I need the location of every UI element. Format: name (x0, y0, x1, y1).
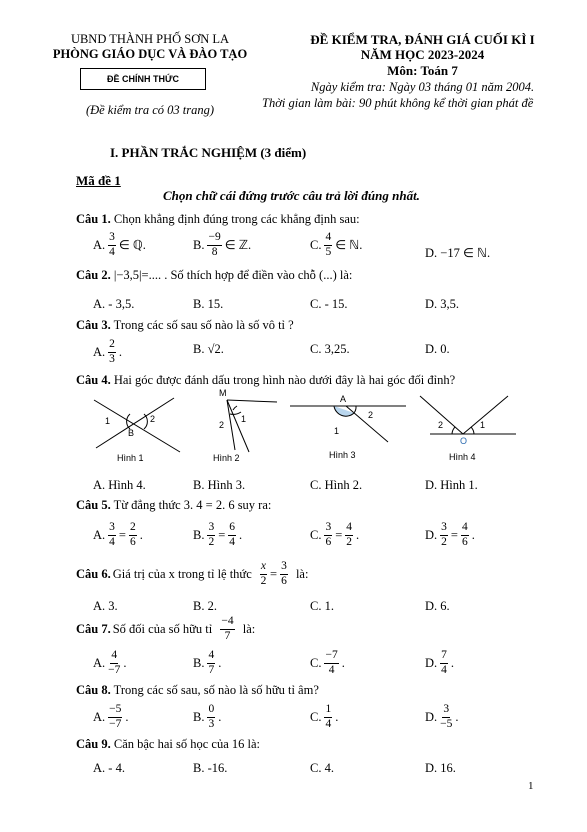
q3-label: Câu 3. (76, 318, 111, 332)
figure-4-caption: Hình 4 (449, 452, 476, 462)
q3-option-d: D. 0. (425, 342, 450, 356)
q5-c-num2: 4 (345, 522, 353, 536)
q2-option-d: D. 3,5. (425, 297, 460, 311)
exam-code: Mã đề 1 (76, 173, 121, 188)
q6-text: Giá trị của x trong tỉ lệ thức (112, 566, 252, 581)
q1-c-num: 4 (324, 232, 332, 246)
q9-text: Căn bậc hai số học của 16 là: (110, 737, 260, 751)
q7-d-den: 4 (441, 663, 447, 676)
question-8 (76, 683, 319, 698)
q5-a-letter: A. (93, 527, 106, 542)
q3-a-tail: . (118, 344, 123, 359)
q1-c-den: 5 (325, 245, 332, 258)
q1-b-den: 8 (211, 245, 218, 258)
q8-a-den: −7 (109, 717, 122, 730)
q7-d-num: 7 (440, 650, 448, 664)
figure-3 (288, 394, 408, 446)
q1-b-letter: B. (193, 237, 205, 252)
question-4 (76, 373, 455, 388)
q9-option-c: C. 4. (310, 761, 334, 775)
q9-option-d: D. 16. (425, 761, 456, 775)
figure-2-label-1: 1 (241, 414, 247, 424)
q4-text: Hai góc được đánh dấu trong hình nào dưới đây là hai góc đối đỉnh? (110, 373, 456, 387)
figure-1-label-1: 1 (105, 416, 111, 426)
q8-b-den: 3 (208, 717, 215, 730)
figure-2 (205, 388, 280, 454)
q3-a-den: 3 (109, 352, 115, 365)
official-badge: ĐỀ CHÍNH THỨC (80, 68, 206, 90)
q8-label: Câu 8. (76, 683, 111, 697)
figure-1-label-2: 2 (150, 414, 156, 424)
figure-2-label-m: M (219, 388, 227, 398)
q1-c-tail: ∈ ℕ. (335, 238, 363, 252)
q4-label: Câu 4. (76, 373, 111, 387)
figure-1-caption: Hình 1 (117, 453, 144, 463)
q7-tail: là: (242, 621, 256, 636)
question-3 (76, 318, 294, 333)
figure-3-label-2: 2 (368, 410, 374, 420)
pages-note: (Đề kiểm tra có 03 trang) (85, 103, 215, 117)
figure-4-label-2: 2 (438, 420, 444, 430)
section-title: I. PHẦN TRẮC NGHIỆM (3 điểm) (110, 145, 307, 160)
q5-c-den2: 2 (346, 535, 353, 548)
q6-label: Câu 6. (76, 566, 111, 581)
question-2 (76, 268, 352, 283)
q5-option-b: B. $\frac{3}{2}$ = $\frac{6}{4}$ . (193, 521, 243, 548)
q1-label: Câu 1. (76, 212, 111, 226)
figure-3-lines (288, 394, 408, 446)
figure-1-label-b: B (128, 428, 135, 438)
q8-a-letter: A. (93, 709, 106, 724)
q6-tail: là: (295, 566, 309, 581)
time-allowed: Thời gian làm bài: 90 phút không kể thời gian phát đề (262, 96, 534, 110)
q9-option-a: A. - 4. (93, 761, 125, 775)
q5-a-den1: 4 (109, 535, 115, 548)
q8-a-num: −5 (108, 704, 122, 718)
figure-1-lines (92, 396, 182, 456)
q1-c-letter: C. (310, 237, 322, 252)
q5-d-letter: D. (425, 527, 438, 542)
q7-a-letter: A. (93, 655, 106, 670)
figure-1 (92, 396, 182, 456)
q5-d-den1: 2 (441, 535, 447, 548)
figure-4 (418, 394, 518, 446)
q8-c-num: 1 (324, 704, 332, 718)
q7-d-letter: D. (425, 655, 438, 670)
q8-text: Trong các số sau, số nào là số hữu tỉ âm? (110, 683, 319, 697)
figure-3-caption: Hình 3 (329, 450, 356, 460)
q7-a-den: −7 (108, 663, 121, 676)
q8-option-c: C. $\frac{1}{4}$ . (310, 703, 339, 730)
question-9 (76, 737, 260, 752)
q7-label: Câu 7. (76, 621, 111, 636)
q7-frac-den: 7 (224, 629, 231, 642)
q5-a-num2: 2 (129, 522, 137, 536)
q7-c-letter: C. (310, 655, 322, 670)
q7-option-d: D. $\frac{7}{4}$ . (425, 649, 455, 676)
q1-b-num: −9 (207, 232, 221, 246)
header-left-line1: UBND THÀNH PHỐ SƠN LA (70, 32, 230, 46)
q1-b-tail: ∈ ℤ. (224, 238, 252, 252)
q6-option-b: B. 2. (193, 599, 217, 613)
q4-option-a: A. Hình 4. (93, 478, 146, 492)
q5-option-d: D. $\frac{3}{2}$ = $\frac{4}{6}$ . (425, 521, 475, 548)
figure-3-label-a: A (340, 394, 347, 404)
page-number: 1 (528, 780, 534, 792)
q7-option-a: A. $\frac{4}{-7}$ . (93, 649, 127, 676)
header-left-line2: PHÒNG GIÁO DỤC VÀ ĐÀO TẠO (52, 47, 248, 61)
header-right-line2: NĂM HỌC 2023-2024 (360, 47, 485, 62)
q5-b-num2: 6 (228, 522, 236, 536)
q5-c-den1: 6 (325, 535, 332, 548)
q3-option-a (93, 339, 122, 365)
q2-text: |−3,5|=.... . Số thích hợp để điền vào chỗ (...) là: (110, 268, 353, 282)
question-7 (76, 616, 255, 642)
q8-c-letter: C. (310, 709, 322, 724)
q7-text: Số đối của số hữu tỉ (112, 621, 213, 636)
figure-3-label-1: 1 (334, 426, 340, 436)
q7-a-num: 4 (110, 650, 118, 664)
q7-b-num: 4 (207, 650, 215, 664)
q8-d-num: 3 (442, 704, 450, 718)
q7-c-den: 4 (328, 663, 335, 676)
figure-2-caption: Hình 2 (213, 453, 240, 463)
q5-a-den2: 6 (129, 535, 136, 548)
q5-option-c: C. $\frac{3}{6}$ = $\frac{4}{2}$ . (310, 521, 360, 548)
q2-label: Câu 2. (76, 268, 111, 282)
q1-option-d: D. −17 ∈ ℕ. (425, 246, 491, 260)
q9-option-b: B. -16. (193, 761, 228, 775)
q4-option-d: D. Hình 1. (425, 478, 478, 492)
q6-frac2-den: 6 (281, 574, 287, 587)
q5-c-num1: 3 (324, 522, 332, 536)
question-6: Câu 6. Giá trị của x trong tỉ lệ thức $\frac{x}{2}$ = $\frac{3}{6}$ là: (76, 560, 309, 587)
q5-option-a: A. $\frac{3}{4}$ = $\frac{2}{6}$ . (93, 521, 143, 548)
q1-text: Chọn khẳng định đúng trong các khẳng định sau: (110, 212, 360, 226)
subject: Môn: Toán 7 (387, 63, 458, 78)
q3-text: Trong các số sau số nào là số vô tỉ ? (110, 318, 294, 332)
question-1 (76, 212, 360, 227)
q3-a-num: 2 (108, 339, 116, 353)
q3-a-letter: A. (93, 344, 106, 359)
q8-option-a: A. $\frac{-5}{-7}$ . (93, 703, 129, 730)
q8-b-letter: B. (193, 709, 205, 724)
q7-c-num: −7 (324, 650, 338, 664)
q8-b-num: 0 (207, 704, 215, 718)
q5-a-num1: 3 (108, 522, 116, 536)
figure-4-lines (418, 394, 518, 446)
q7-frac-num: −4 (220, 616, 234, 630)
q2-option-a: A. - 3,5. (93, 297, 135, 311)
figure-4-label-o: O (460, 436, 468, 446)
q5-b-den1: 2 (208, 535, 215, 548)
q2-option-c: C. - 15. (310, 297, 348, 311)
q3-option-c: C. 3,25. (310, 342, 350, 356)
q5-b-letter: B. (193, 527, 205, 542)
q5-b-den2: 4 (229, 535, 236, 548)
q8-option-d: D. $\frac{3}{-5}$ . (425, 703, 459, 730)
header-right-line1: ĐỀ KIỂM TRA, ĐÁNH GIÁ CUỐI KÌ I (310, 32, 535, 47)
q5-label: Câu 5. (76, 498, 111, 512)
q7-option-b: B. $\frac{4}{7}$ . (193, 649, 222, 676)
q1-a-tail: ∈ ℚ. (118, 238, 146, 252)
q1-a-den: 4 (109, 245, 115, 258)
q5-c-letter: C. (310, 527, 322, 542)
q6-frac1-den: 2 (260, 574, 267, 587)
q7-b-den: 7 (208, 663, 215, 676)
q1-a-num: 3 (108, 232, 116, 246)
q6-option-d: D. 6. (425, 599, 450, 613)
q1-a-letter: A. (93, 237, 106, 252)
q5-d-num1: 3 (440, 522, 448, 536)
q6-option-c: C. 1. (310, 599, 334, 613)
q8-d-den: −5 (440, 717, 453, 730)
exam-date: Ngày kiểm tra: Ngày 03 tháng 01 năm 2004. (310, 80, 535, 94)
q7-option-c: C. $\frac{-7}{4}$ . (310, 649, 345, 676)
q6-frac2-num: 3 (280, 561, 288, 575)
instruction: Chọn chữ cái đứng trước câu trả lời đúng nhất. (163, 188, 420, 203)
q1-option-c (310, 232, 362, 258)
q8-c-den: 4 (325, 717, 332, 730)
q5-d-den2: 6 (461, 535, 468, 548)
figure-4-label-1: 1 (480, 420, 486, 430)
q2-option-b: B. 15. (193, 297, 224, 311)
figure-2-label-2: 2 (219, 420, 225, 430)
q5-text: Từ đẳng thức 3. 4 = 2. 6 suy ra: (110, 498, 272, 512)
q6-frac1-num: x (260, 561, 267, 575)
q6-option-a: A. 3. (93, 599, 118, 613)
q4-option-b: B. Hình 3. (193, 478, 246, 492)
q4-option-c: C. Hình 2. (310, 478, 363, 492)
q8-d-letter: D. (425, 709, 438, 724)
q5-d-num2: 4 (461, 522, 469, 536)
q7-b-letter: B. (193, 655, 205, 670)
q1-option-a (93, 232, 146, 258)
q9-label: Câu 9. (76, 737, 111, 751)
q5-b-num1: 3 (207, 522, 215, 536)
q8-option-b: B. $\frac{0}{3}$ . (193, 703, 222, 730)
q3-option-b: B. √2. (193, 342, 224, 356)
q1-option-b (193, 232, 251, 258)
question-5 (76, 498, 271, 513)
